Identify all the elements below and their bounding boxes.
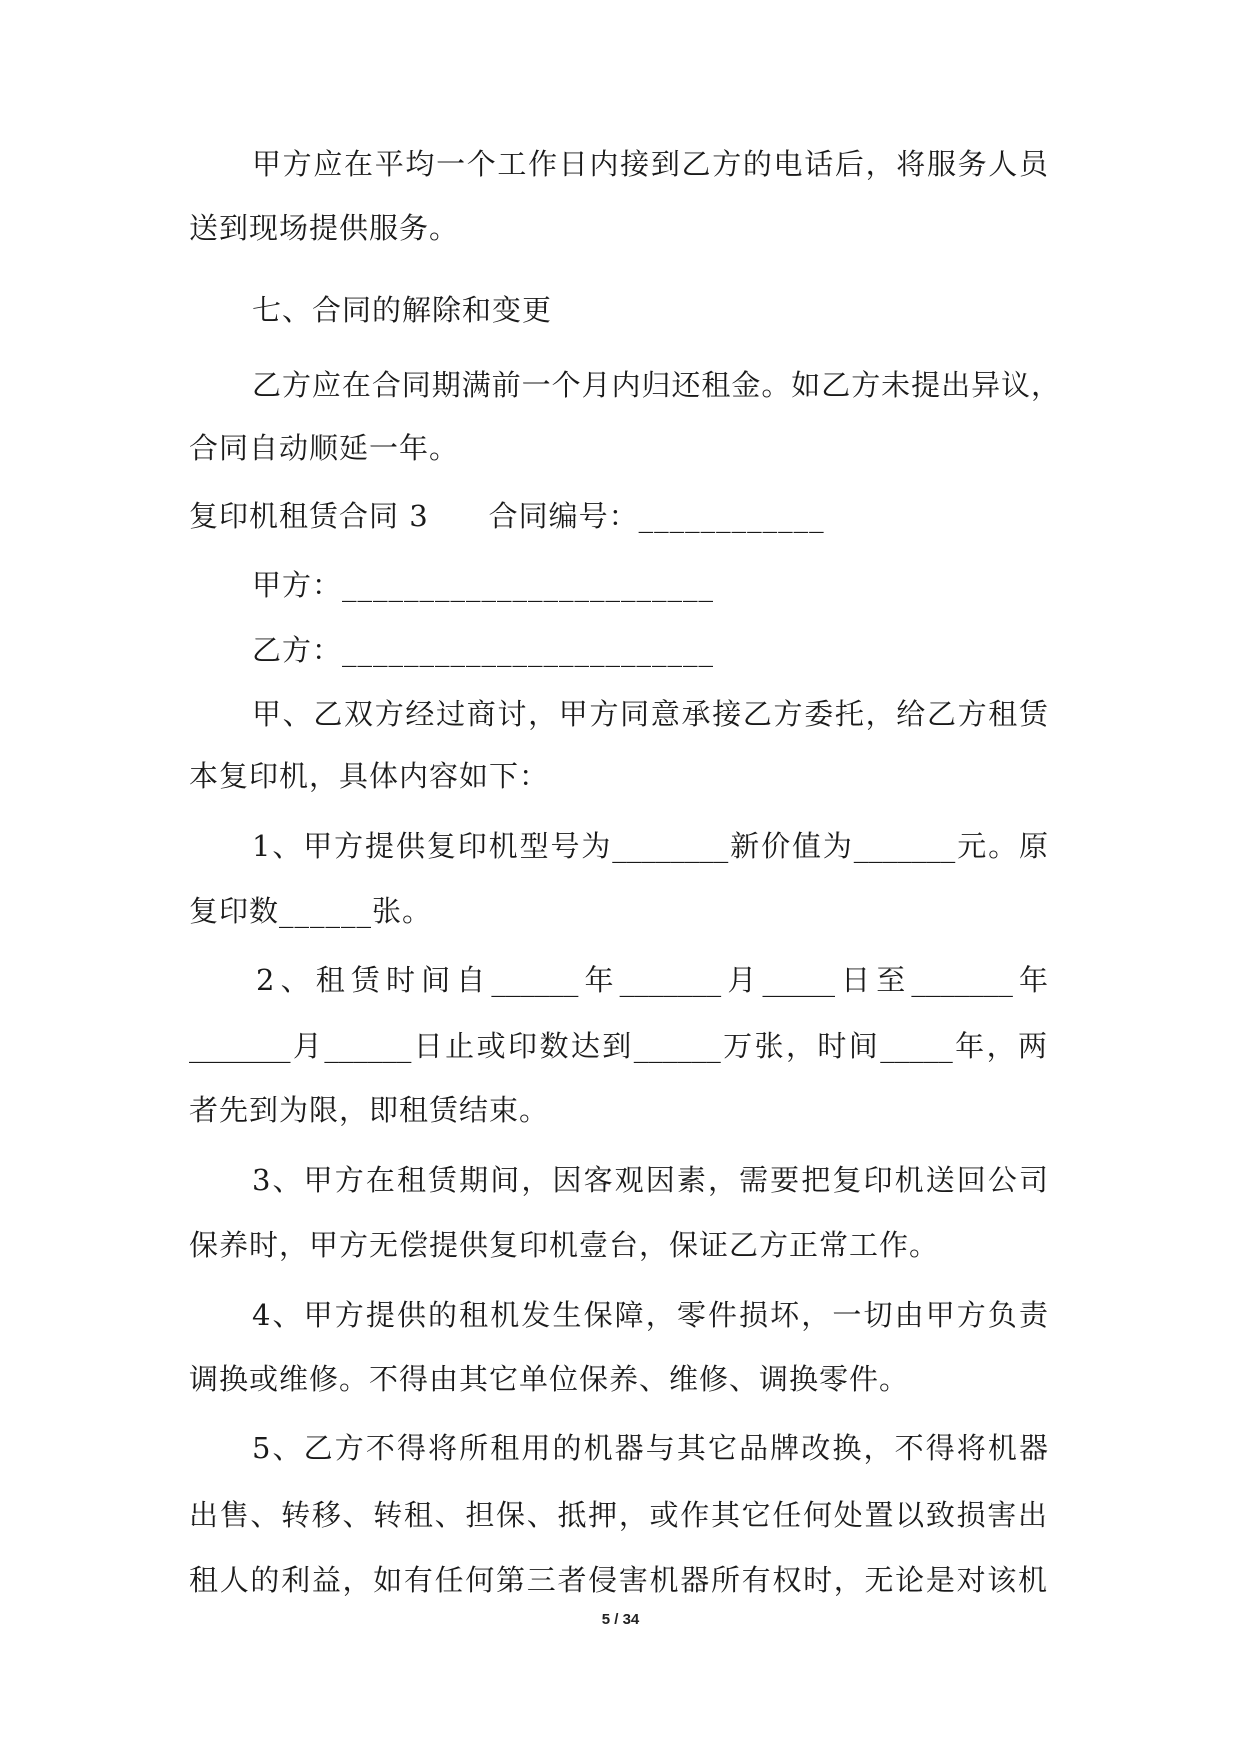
- clause-line: 复印数______张。: [189, 894, 433, 928]
- clause-line: 者先到为限，即租赁结束。: [189, 1093, 550, 1127]
- clause-line: 4、甲方提供的租机发生保障，零件损坏，一切由甲方负责: [252, 1298, 1048, 1332]
- clause-line: _______月______日止或印数达到______万张，时间_____年，两: [189, 1029, 1047, 1063]
- contract-title-line: 复印机租赁合同 3 合同编号：____________: [189, 499, 825, 533]
- paragraph-line: 合同自动顺延一年。: [189, 431, 460, 465]
- clause-line: 1、甲方提供复印机型号为________新价值为_______元。原: [252, 829, 1048, 863]
- paragraph-line: 乙方应在合同期满前一个月内归还租金。如乙方未提出异议，: [252, 368, 1060, 402]
- paragraph-line: 甲、乙双方经过商讨，甲方同意承接乙方委托，给乙方租赁: [252, 697, 1048, 731]
- clause-line: 保养时，甲方无偿提供复印机壹台，保证乙方正常工作。: [189, 1228, 940, 1262]
- paragraph-line: 本复印机，具体内容如下：: [189, 759, 550, 793]
- clause-line: 租人的利益，如有任何第三者侵害机器所有权时，无论是对该机: [189, 1563, 1047, 1597]
- paragraph-line: 送到现场提供服务。: [189, 211, 460, 245]
- party-a-line: 甲方：________________________: [252, 568, 715, 602]
- section-heading: 七、合同的解除和变更: [252, 293, 553, 327]
- page-number: 5 / 34: [601, 1611, 640, 1628]
- clause-line: 2、租赁时间自______年_______月_____日至_______年: [256, 963, 1048, 997]
- clause-line: 调换或维修。不得由其它单位保养、维修、调换零件。: [189, 1362, 910, 1396]
- clause-line: 出售、转移、转租、担保、抵押，或作其它任何处置以致损害出: [189, 1498, 1047, 1532]
- clause-line: 5、乙方不得将所租用的机器与其它品牌改换，不得将机器: [252, 1431, 1048, 1465]
- party-b-line: 乙方：________________________: [252, 633, 715, 667]
- clause-line: 3、甲方在租赁期间，因客观因素，需要把复印机送回公司: [252, 1163, 1048, 1197]
- paragraph-line: 甲方应在平均一个工作日内接到乙方的电话后，将服务人员: [252, 147, 1048, 181]
